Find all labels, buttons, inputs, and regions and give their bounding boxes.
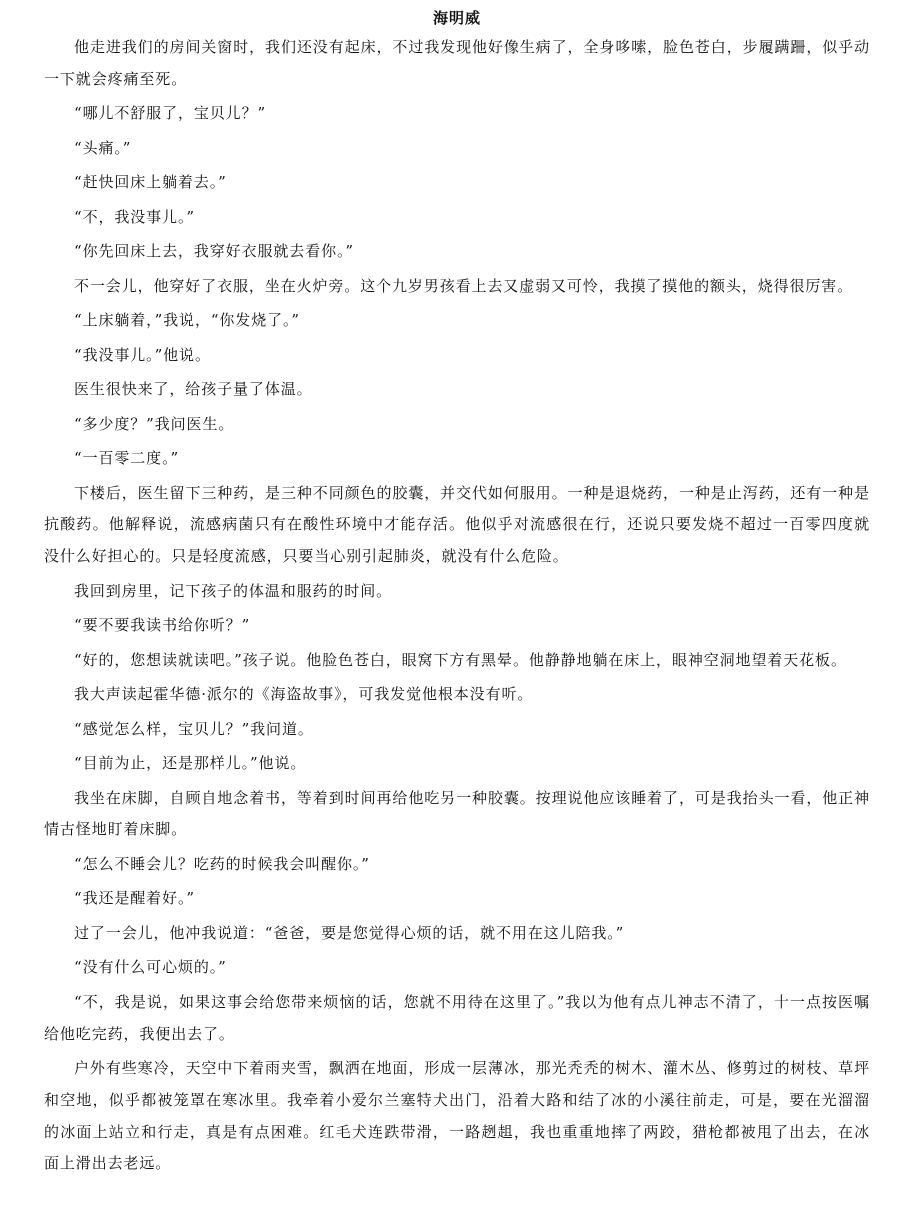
paragraph: “好的，您想读就读吧。”孩子说。他脸色苍白，眼窝下方有黑晕。他静静地躺在床上，眼神空洞地望着天花板。 <box>74 650 847 669</box>
paragraph: 不一会儿，他穿好了衣服，坐在火炉旁。这个九岁男孩看上去又虚弱又可怜，我摸了摸他的额头，烧得很厉害。 <box>74 276 854 295</box>
paragraph: 医生很快来了，给孩子量了体温。 <box>74 380 313 399</box>
paragraph: “哪儿不舒服了，宝贝儿？” <box>74 104 267 123</box>
paragraph: “不，我是说，如果这事会给您带来烦恼的话，您就不用待在这里了。”我以为他有点儿神志不清了，十一点按医嘱给他吃完药，我便出去了。 <box>44 992 870 1043</box>
paragraph: “我没事儿。”他说。 <box>74 345 211 364</box>
paragraph: 下楼后，医生留下三种药，是三种不同颜色的胶囊，并交代如何服用。一种是退烧药，一种是止泻药，还有一种是抗酸药。他解释说，流感病菌只有在酸性环境中才能存活。他似乎对流感很在行，还说只要发烧不超过一百零四度就没什么好担心的。只是轻度流感，只要当心别引起肺炎，就没有什么危险。 <box>44 483 870 566</box>
paragraph: “没有什么可心烦的。” <box>74 958 227 977</box>
paragraph: “感觉怎么样，宝贝儿？”我问道。 <box>74 719 314 738</box>
paragraph: 他走进我们的房间关窗时，我们还没有起床，不过我发现他好像生病了，全身哆嗦，脸色苍白，步履蹒跚，似乎动一下就会疼痛至死。 <box>44 38 870 88</box>
paragraph: “目前为止，还是那样儿。”他说。 <box>74 754 307 773</box>
paragraph: “上床躺着，”我说，“你发烧了。” <box>74 311 300 330</box>
paragraph: “赶快回床上躺着去。” <box>74 173 227 192</box>
paragraph: “怎么不睡会儿？吃药的时候我会叫醒你。” <box>74 854 370 873</box>
paragraph: 我回到房里，记下孩子的体温和服药的时间。 <box>74 581 393 600</box>
paragraph: “头痛。” <box>74 138 132 157</box>
paragraph: “我还是醒着好。” <box>74 889 195 908</box>
paragraph: “一百零二度。” <box>74 449 180 468</box>
paragraph: 我大声读起霍华德·派尔的《海盗故事》，可我发觉他根本没有听。 <box>74 685 534 704</box>
document-page <box>44 6 870 1183</box>
paragraph: 过了一会儿，他冲我说道：“爸爸，要是您觉得心烦的话，就不用在这儿陪我。” <box>74 923 625 942</box>
paragraph: “多少度？”我问医生。 <box>74 414 235 433</box>
paragraph: 我坐在床脚，自顾自地念着书，等着到时间再给他吃另一种胶囊。按理说他应该睡着了，可是我抬头一看，他正神情古怪地盯着床脚。 <box>44 788 870 839</box>
paragraph: 户外有些寒冷，天空中下着雨夹雪，飘洒在地面，形成一层薄冰，那光秃秃的树木、灌木丛、修剪过的树枝、草坪和空地，似乎都被笼罩在寒冰里。我牵着小爱尔兰塞特犬出门，沿着大路和结了冰的小溪往前走，可是，要在光溜溜的冰面上站立和行走，真是有点困难。红毛犬连跌带滑，一路趔趄，我也重重地摔了两跤，猎枪都被甩了出去，在冰面上滑出去老远。 <box>44 1059 870 1173</box>
document-title: 海明威 <box>432 9 481 27</box>
paragraph: “不，我没事儿。” <box>74 207 195 226</box>
paragraph: “你先回床上去，我穿好衣服就去看你。” <box>74 242 354 261</box>
paragraph: “要不要我读书给你听？” <box>74 616 251 635</box>
